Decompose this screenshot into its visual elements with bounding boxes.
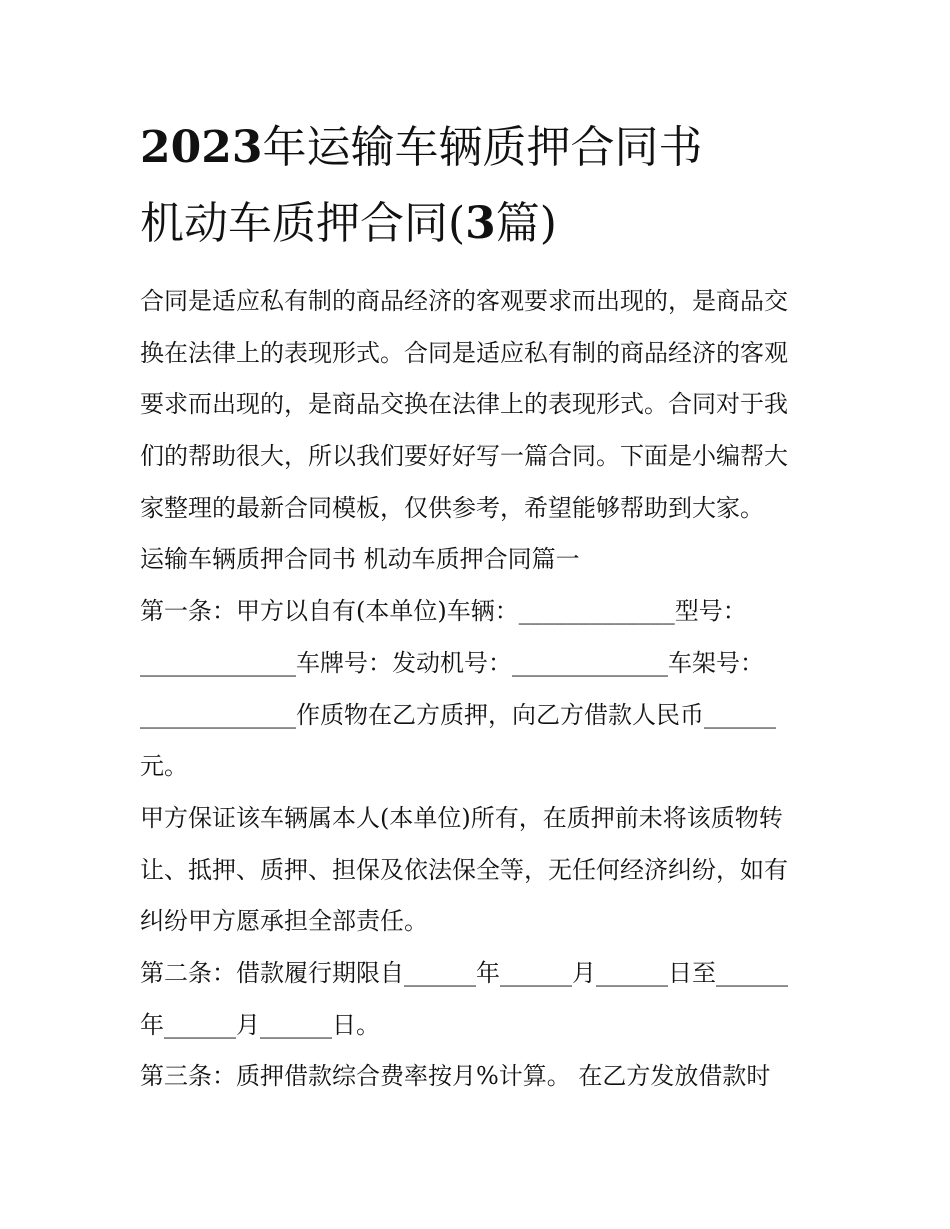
- article-2-line: 年______月______日。: [140, 1010, 380, 1039]
- guarantee-paragraph: [140, 793, 820, 948]
- article-1-line: 第一条：甲方以自有(本单位)车辆：_____________型号：: [140, 597, 747, 626]
- title-line-2-prefix: 机动车质押合同(: [140, 198, 466, 249]
- document-title-line-1: [140, 122, 840, 173]
- document-title-line-2: [140, 198, 840, 249]
- intro-line: 家整理的最新合同模板，仅供参考，希望能够帮助到大家。: [140, 493, 764, 522]
- title-year: 2023: [140, 122, 263, 173]
- title-line-2-suffix: 篇): [495, 198, 557, 249]
- guarantee-line: 甲方保证该车辆属本人(本单位)所有，在质押前未将该质物转: [140, 803, 783, 832]
- section-heading: [140, 534, 820, 586]
- title-count: 3: [465, 198, 496, 249]
- intro-paragraph: [140, 276, 820, 534]
- article-3-line: 第三条：质押借款综合费率按月%计算。 在乙方发放借款时: [140, 1062, 771, 1091]
- guarantee-line: 纠纷甲方愿承担全部责任。: [140, 907, 428, 936]
- title-line-1-text: 年运输车辆质押合同书: [262, 122, 703, 173]
- section-heading-text: 运输车辆质押合同书 机动车质押合同篇一: [140, 545, 580, 574]
- intro-line: 合同是适应私有制的商品经济的客观要求而出现的，是商品交: [140, 287, 788, 315]
- intro-line: 换在法律上的表现形式。合同是适应私有制的商品经济的客观: [140, 338, 788, 367]
- document-body: [140, 276, 820, 1103]
- article-2-line: 第二条：借款履行期限自______年______月______日至______: [140, 958, 788, 987]
- article-1-line: _____________作质物在乙方质押，向乙方借款人民币______: [140, 700, 776, 729]
- article-1-line: _____________车牌号：发动机号：_____________车架号：: [140, 648, 764, 677]
- article-1: [140, 586, 820, 793]
- article-1-line: 元。: [140, 752, 188, 781]
- intro-line: 们的帮助很大，所以我们要好好写一篇合同。下面是小编帮大: [140, 442, 788, 471]
- article-2: [140, 948, 820, 1051]
- guarantee-line: 让、抵押、质押、担保及依法保全等，无任何经济纠纷，如有: [140, 855, 788, 884]
- article-3: [140, 1051, 820, 1103]
- intro-line: 要求而出现的，是商品交换在法律上的表现形式。合同对于我: [140, 390, 788, 419]
